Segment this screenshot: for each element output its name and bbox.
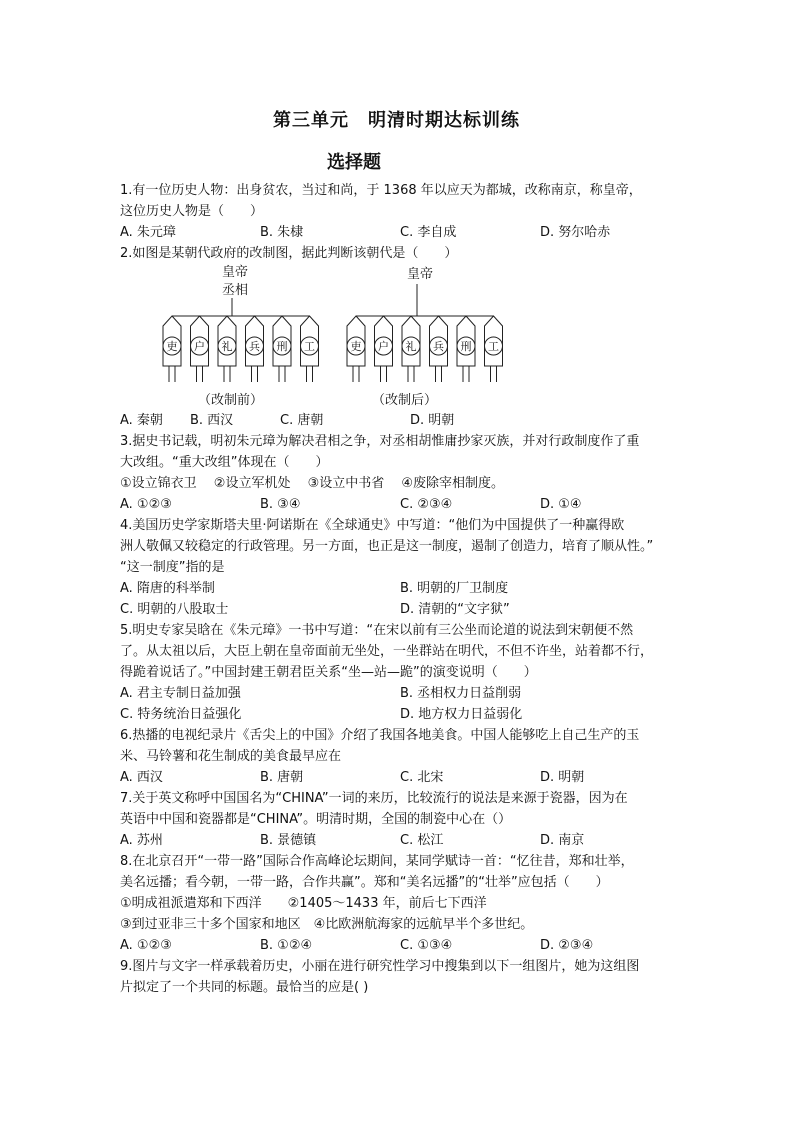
option-c[interactable]: C. ①③④ <box>400 938 453 953</box>
question-1 <box>120 180 680 243</box>
option-d[interactable]: D. ①④ <box>540 497 582 512</box>
option-c[interactable]: C. 北宋 <box>400 770 444 785</box>
caption-before: （改制前） <box>198 393 264 408</box>
emperor-label-before: 皇帝 <box>222 265 249 280</box>
caption-after: （改制后） <box>372 393 438 408</box>
option-d[interactable]: D. 明朝 <box>410 413 455 428</box>
ministry-label: 吏 <box>350 340 362 353</box>
question-stem: 4.美国历史学家斯塔夫里·阿诺斯在《全球通史》中写道：“他们为中国提供了一种赢得欧 <box>120 518 625 533</box>
question-stem: 6.热播的电视纪录片《舌尖上的中国》介绍了我国各地美食。中国人能够吃上自己生产的玉 <box>120 728 640 743</box>
option-a[interactable]: A. 朱元璋 <box>120 225 176 240</box>
question-stem: 了。从太祖以后，大臣上朝在皇帝面前无坐处，一坐群站在明代，不但不许坐，站着都不行， <box>120 644 654 659</box>
option-d[interactable]: D. 努尔哈赤 <box>540 225 611 240</box>
option-d[interactable]: D. 南京 <box>540 833 585 848</box>
ministry-label: 户 <box>194 340 205 353</box>
ministry-label: 工 <box>488 340 499 353</box>
option-b[interactable]: B. ③④ <box>260 497 301 512</box>
question-stem: 洲人敬佩又较稳定的行政管理。另一方面，也正是这一制度，遏制了创造力，培育了顺从性。” <box>120 539 654 554</box>
question-stem: 美名远播；看今朝，一带一路，合作共赢”。郑和“美名远播”的“壮举”应包括（ ） <box>120 875 609 890</box>
ministry-label: 刑 <box>276 340 288 353</box>
answer-options <box>120 704 680 725</box>
question-stem: 大改组。“重大改组”体现在（ ） <box>120 455 329 470</box>
option-a[interactable]: A. ①②③ <box>120 938 172 953</box>
question-3 <box>120 431 680 515</box>
ministry-label: 吏 <box>166 340 178 353</box>
question-items: ①设立锦衣卫 ②设立军机处 ③设立中书省 ④废除宰相制度。 <box>120 476 505 491</box>
ministry-label: 刑 <box>460 340 472 353</box>
question-items: ①明成祖派遣郑和下西洋 ②1405～1433 年，前后七下西洋 <box>120 896 487 911</box>
question-stem: 7.关于英文称呼中国国名为“CHINA”一词的来历，比较流行的说法是来源于瓷器，因为在 <box>120 791 628 806</box>
section-heading: 选择题 <box>327 152 381 173</box>
reform-diagram-graphic <box>120 264 520 410</box>
question-stem: 2.如图是某朝代政府的改制图，据此判断该朝代是（ ） <box>120 246 458 261</box>
option-b[interactable]: B. 唐朝 <box>260 770 304 785</box>
question-stem: 1.有一位历史人物：出身贫农，当过和尚，于 1368 年以应天为都城，改称南京，称皇帝， <box>120 183 642 198</box>
option-d[interactable]: D. 明朝 <box>540 770 585 785</box>
ministry-label: 工 <box>304 340 315 353</box>
ministry-label: 户 <box>378 340 389 353</box>
question-4 <box>120 515 680 620</box>
ministry-label: 礼 <box>405 340 417 353</box>
reform-diagram <box>120 264 680 410</box>
option-b[interactable]: B. 朱棣 <box>260 225 304 240</box>
option-c[interactable]: C. ②③④ <box>400 497 453 512</box>
option-c[interactable]: C. 唐朝 <box>280 413 324 428</box>
option-a[interactable]: A. 君主专制日益加强 <box>120 686 241 701</box>
question-stem: “这一制度”指的是 <box>120 560 225 575</box>
option-b[interactable]: B. ①②④ <box>260 938 313 953</box>
question-stem: 得跪着说话了。”中国封建王朝君臣关系“坐—站—跪”的演变说明（ ） <box>120 665 537 680</box>
option-a[interactable]: A. 秦朝 <box>120 413 163 428</box>
question-stem: 9.图片与文字一样承载着历史，小丽在进行研究性学习中搜集到以下一组图片，她为这组图 <box>120 959 640 974</box>
option-b[interactable]: B. 西汉 <box>190 413 234 428</box>
option-d[interactable]: D. ②③④ <box>540 938 594 953</box>
question-stem: 3.据史书记载，明初朱元璋为解决君相之争，对丞相胡惟庸抄家灭族，并对行政制度作了重 <box>120 434 640 449</box>
answer-options <box>120 767 680 788</box>
question-7 <box>120 788 680 851</box>
question-6 <box>120 725 680 788</box>
option-b[interactable]: B. 景德镇 <box>260 833 317 848</box>
question-stem: 英语中中国和瓷器都是“CHINA”。明清时期，全国的制瓷中心在（） <box>120 812 512 827</box>
question-8 <box>120 851 680 956</box>
option-d[interactable]: D. 地方权力日益弱化 <box>400 707 523 722</box>
option-a[interactable]: A. ①②③ <box>120 497 172 512</box>
answer-options <box>120 222 680 243</box>
answer-options <box>120 494 680 515</box>
chancellor-label: 丞相 <box>222 283 249 298</box>
option-c[interactable]: C. 李自成 <box>400 225 457 240</box>
option-b[interactable]: B. 明朝的厂卫制度 <box>400 581 509 596</box>
ministry-label: 礼 <box>221 340 233 353</box>
question-stem: 米、马铃薯和花生制成的美食最早应在 <box>120 749 342 764</box>
answer-options <box>120 830 680 851</box>
option-d[interactable]: D. 清朝的“文字狱” <box>400 602 510 617</box>
ministry-label: 兵 <box>249 340 260 353</box>
option-c[interactable]: C. 特务统治日益强化 <box>120 707 242 722</box>
question-9 <box>120 956 680 998</box>
question-stem: 5.明史专家吴晗在《朱元璋》一书中写道：“在宋以前有三公坐而论道的说法到宋朝便不然 <box>120 623 634 638</box>
answer-options <box>120 410 520 431</box>
option-b[interactable]: B. 丞相权力日益削弱 <box>400 686 522 701</box>
option-c[interactable]: C. 明朝的八股取士 <box>120 602 229 617</box>
document-title: 第三单元 明清时期达标训练 <box>273 110 520 131</box>
option-a[interactable]: A. 西汉 <box>120 770 163 785</box>
option-c[interactable]: C. 松江 <box>400 833 444 848</box>
answer-options <box>120 599 680 620</box>
emperor-label-after: 皇帝 <box>407 267 434 282</box>
answer-options <box>120 935 680 956</box>
question-items: ③到过亚非三十多个国家和地区 ④比欧洲航海家的远航早半个多世纪。 <box>120 917 534 932</box>
answer-options <box>120 578 680 599</box>
question-stem: 片拟定了一个共同的标题。最恰当的应是( ) <box>120 980 369 995</box>
question-list <box>120 180 680 998</box>
question-stem: 这位历史人物是（ ） <box>120 204 264 219</box>
option-a[interactable]: A. 隋唐的科举制 <box>120 581 215 596</box>
answer-options <box>120 683 680 704</box>
question-stem: 8.在北京召开“一带一路”国际合作高峰论坛期间，某同学赋诗一首：“忆往昔，郑和壮举， <box>120 854 634 869</box>
question-5 <box>120 620 680 725</box>
option-a[interactable]: A. 苏州 <box>120 833 163 848</box>
question-2 <box>120 243 680 431</box>
ministry-label: 兵 <box>433 340 444 353</box>
